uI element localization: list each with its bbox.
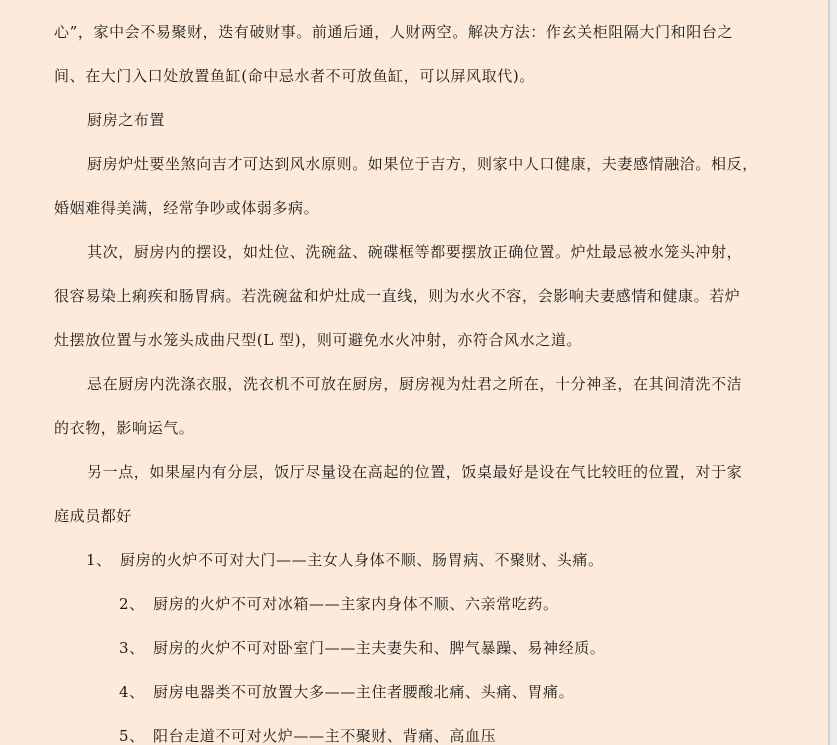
- paragraph-line: 间、在大门入口处放置鱼缸(命中忌水者不可放鱼缸，可以屏风取代)。: [54, 67, 535, 85]
- paragraph-line: 很容易染上痢疾和肠胃病。若洗碗盆和炉灶成一直线，则为水火不容，会影响夫妻感情和健康。若炉: [54, 287, 741, 305]
- paragraph-line: 忌在厨房内洗涤衣服，洗衣机不可放在厨房，厨房视为灶君之所在，十分神圣，在其间清洗不洁: [87, 375, 743, 393]
- section-heading: 厨房之布置: [87, 111, 166, 129]
- paragraph-line: 另一点，如果屋内有分层，饭厅尽量设在高起的位置，饭桌最好是设在气比较旺的位置，对于家: [87, 463, 743, 481]
- list-item: [54, 714, 794, 745]
- list-number: 2、: [119, 595, 145, 613]
- list-item: [54, 626, 794, 670]
- list-number: 4、: [119, 683, 145, 701]
- paragraph-line: 心”，家中会不易聚财，迭有破财事。前通后通，人财两空。解决方法：作玄关柜阻隔大门和阳台之: [54, 23, 734, 41]
- viewer-scrollbar[interactable]: [829, 0, 837, 745]
- paragraph-line: 其次，厨房内的摆设，如灶位、洗碗盆、碗碟框等都要摆放正确位置。炉灶最忌被水笼头冲射，: [87, 243, 743, 261]
- list-text: 厨房的火炉不可对冰箱——主家内身体不顺、六亲常吃药。: [153, 595, 559, 613]
- list-item: [54, 670, 794, 714]
- list-text: 厨房的火炉不可对大门——主女人身体不顺、肠胃病、不聚财、头痛。: [120, 551, 604, 569]
- paragraph-line: 灶摆放位置与水笼头成曲尺型(L 型)，则可避免水火冲射，亦符合风水之道。: [54, 331, 583, 349]
- paragraph-line: 庭成员都好: [54, 507, 133, 525]
- list-item: [54, 538, 794, 582]
- list-text: 厨房电器类不可放置大多——主住者腰酸北痛、头痛、胃痛。: [153, 683, 575, 701]
- list-text: 厨房的火炉不可对卧室门——主夫妻失和、脾气暴躁、易神经质。: [153, 639, 606, 657]
- list-text: 阳台走道不可对火炉——主不聚财、背痛、高血压: [153, 727, 497, 745]
- paragraph-line: 的衣物，影响运气。: [54, 419, 195, 437]
- paragraph-line: 厨房炉灶要坐煞向吉才可达到风水原则。如果位于吉方，则家中人口健康，夫妻感情融洽。相反，: [87, 155, 758, 173]
- list-item: [54, 582, 794, 626]
- paragraph-line: 婚姻难得美满，经常争吵或体弱多病。: [54, 199, 320, 217]
- list-number: 3、: [119, 639, 145, 657]
- list-number: 1、: [86, 551, 112, 569]
- list-number: 5、: [119, 727, 145, 745]
- document-body: [54, 10, 794, 745]
